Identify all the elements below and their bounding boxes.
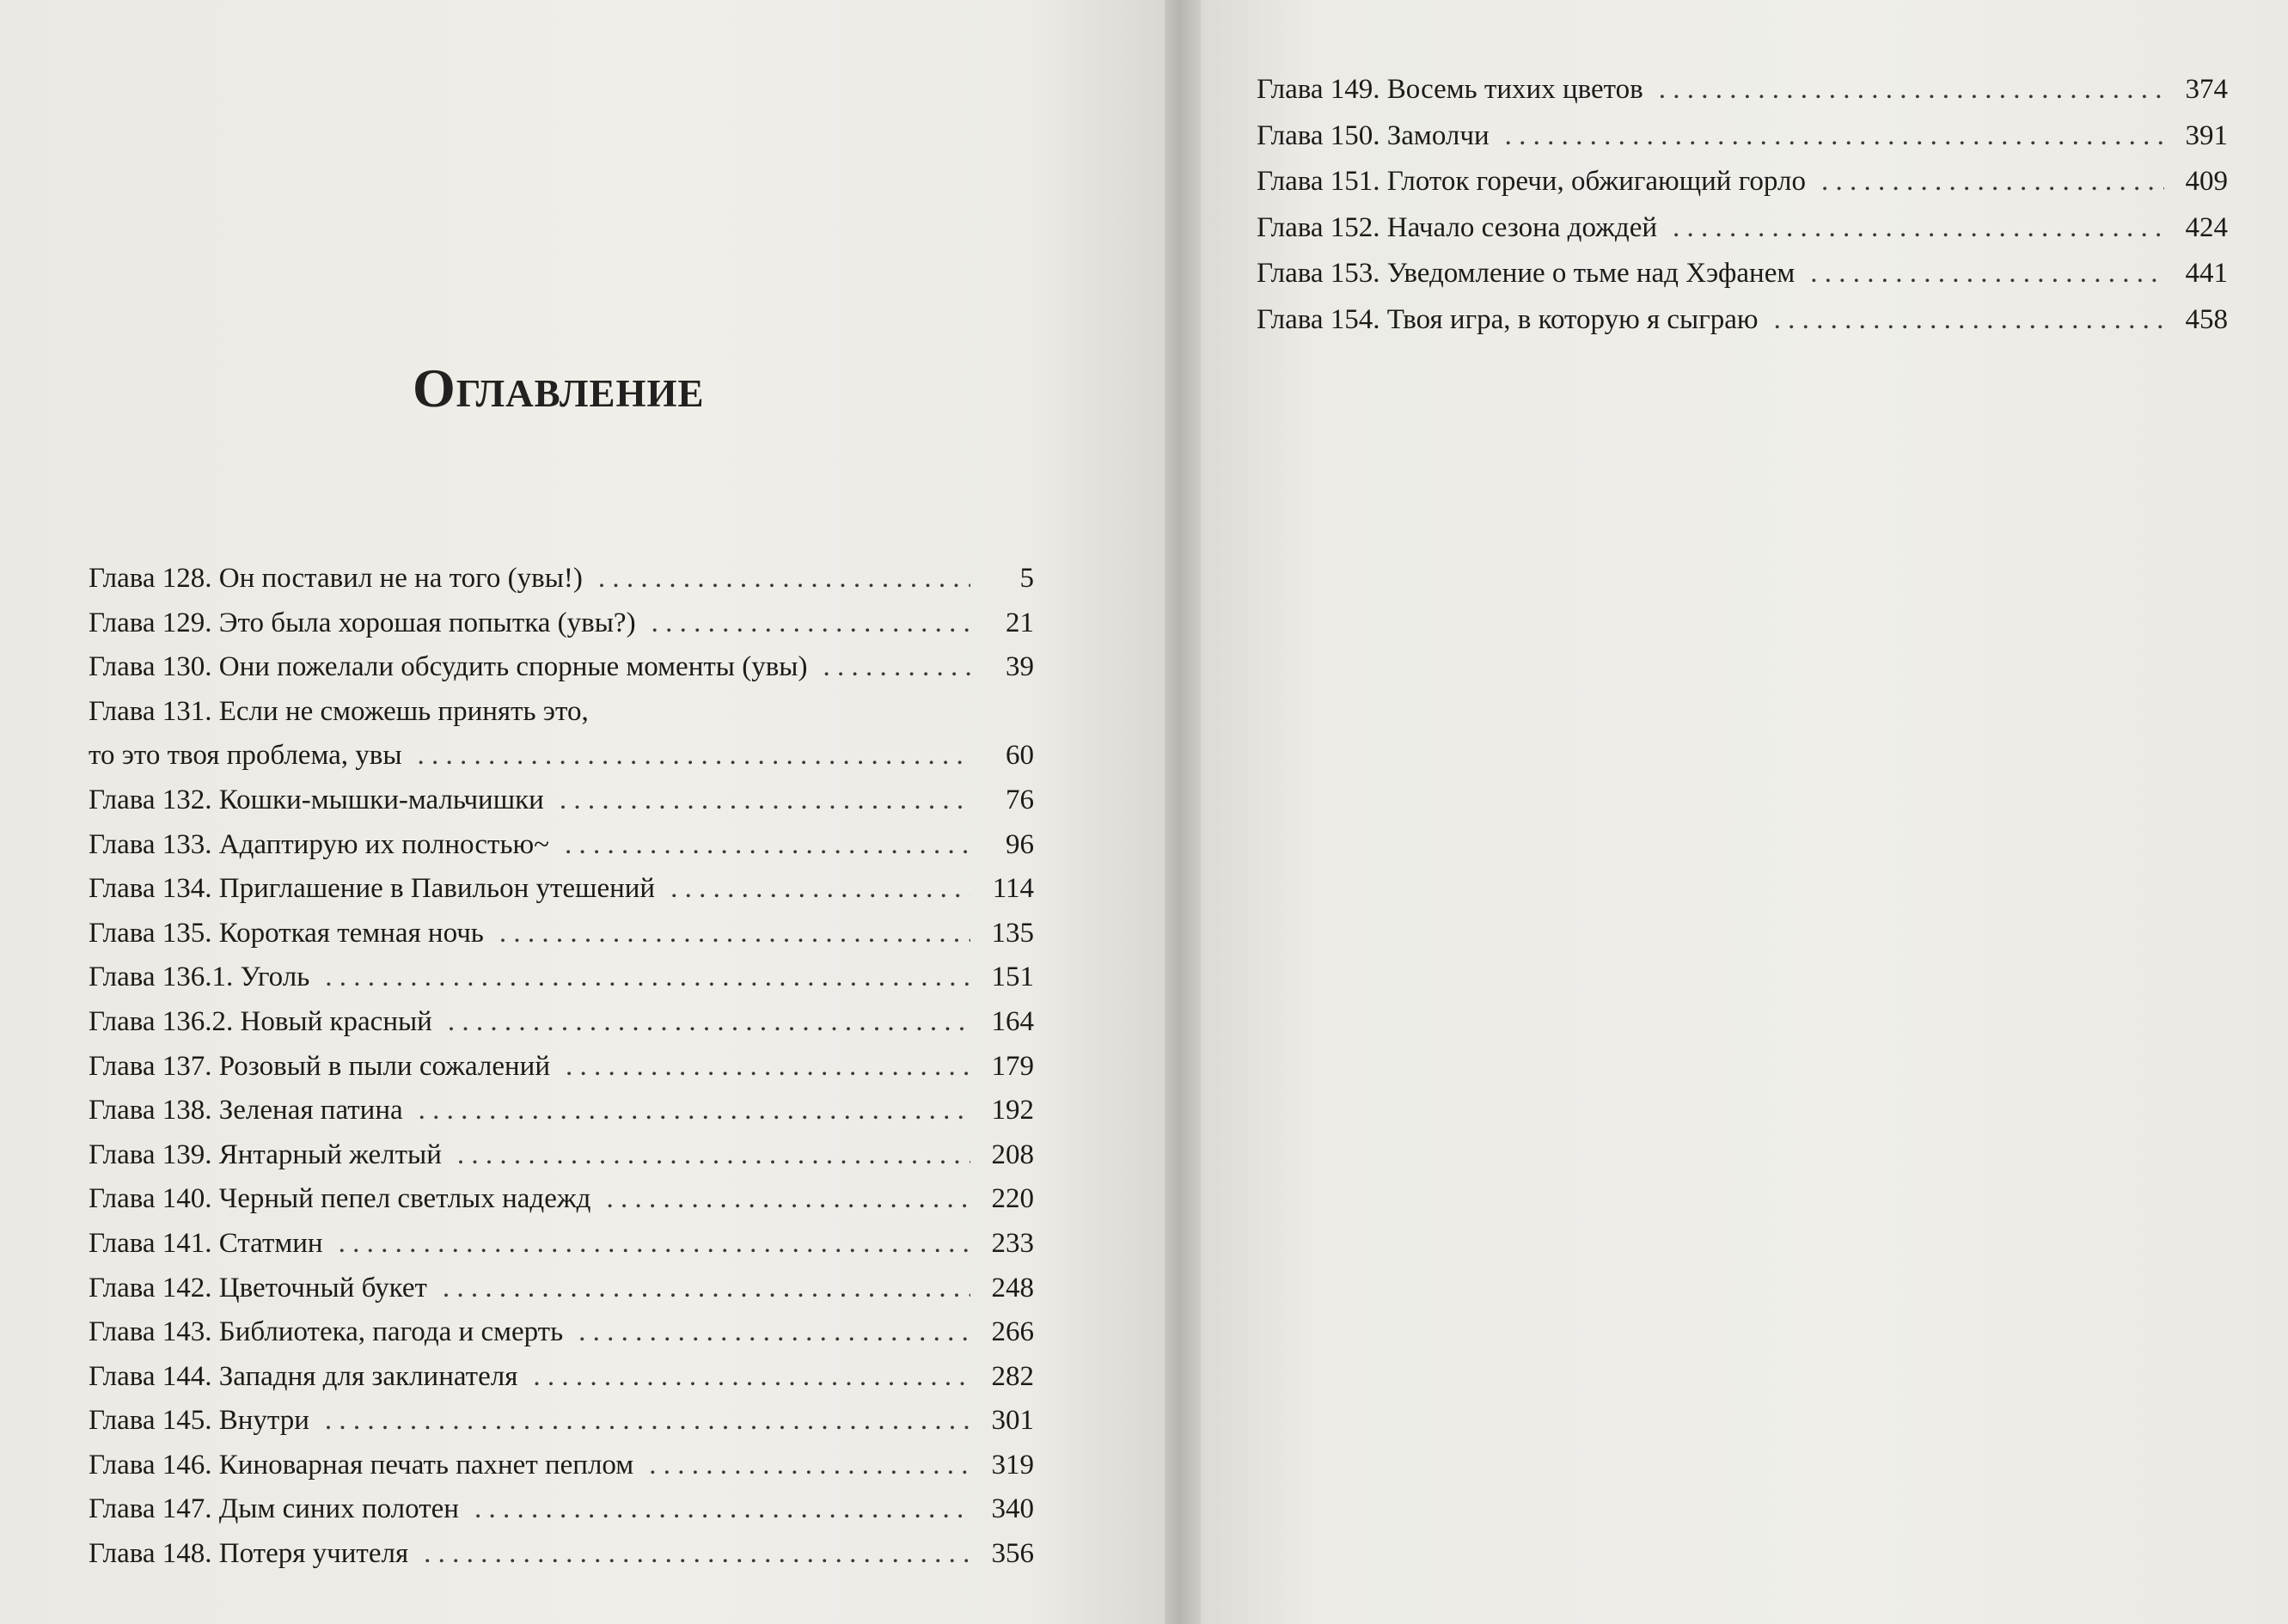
toc-entry-page: 301 <box>991 1405 1034 1437</box>
dot-leader <box>499 912 970 956</box>
toc-entry[interactable] <box>89 1532 1034 1577</box>
toc-entry-title: Глава 153. Уведомление о тьме над Хэфанем <box>1257 258 1796 289</box>
toc-entry-title: Глава 128. Он поставил не на того (увы!) <box>89 563 583 594</box>
dot-leader <box>606 1177 970 1222</box>
toc-entry[interactable] <box>89 1045 1034 1090</box>
toc-entry[interactable] <box>89 1444 1034 1488</box>
toc-entry[interactable] <box>89 823 1034 868</box>
toc-entry-title: Глава 148. Потеря учителя <box>89 1538 409 1570</box>
toc-entry[interactable] <box>89 955 1034 1000</box>
toc-entry-page: 135 <box>991 917 1034 949</box>
book-gutter <box>1165 0 1201 1624</box>
dot-leader <box>424 1532 970 1577</box>
dot-leader <box>325 1399 970 1444</box>
toc-entry-page: 266 <box>991 1316 1034 1348</box>
toc-entry-title: Глава 134. Приглашение в Павильон утешений <box>89 873 656 905</box>
dot-leader <box>560 778 970 823</box>
toc-entry-page: 220 <box>991 1183 1034 1215</box>
toc-entry[interactable] <box>1257 251 2228 297</box>
toc-entry-title: Глава 139. Янтарный желтый <box>89 1139 442 1170</box>
toc-entry-title: Глава 140. Черный пепел светлых надежд <box>89 1183 591 1215</box>
toc-entry-page: 76 <box>1006 784 1034 815</box>
toc-entry-page: 248 <box>991 1272 1034 1303</box>
toc-entry[interactable] <box>89 1399 1034 1444</box>
dot-leader <box>1659 67 2164 113</box>
dot-leader <box>1774 297 2164 344</box>
toc-entry-title: Глава 137. Розовый в пыли сожалений <box>89 1050 550 1082</box>
toc-entry-title: то это твоя проблема, увы <box>89 740 402 772</box>
toc-entry-title: Глава 150. Замолчи <box>1257 119 1490 151</box>
toc-entry-title: Глава 133. Адаптирую их полностью~ <box>89 828 550 860</box>
dot-leader <box>1810 251 2164 297</box>
dot-leader <box>443 1267 970 1311</box>
toc-list-left <box>89 557 1034 1577</box>
dot-leader <box>325 955 970 1000</box>
dot-leader <box>598 557 970 601</box>
toc-entry[interactable] <box>1257 67 2228 113</box>
toc-entry[interactable] <box>89 734 1034 778</box>
toc-entry-page: 424 <box>2185 211 2228 243</box>
toc-entry[interactable] <box>89 1222 1034 1267</box>
toc-entry[interactable] <box>89 912 1034 956</box>
toc-entry-title: Глава 143. Библиотека, пагода и смерть <box>89 1316 564 1348</box>
toc-entry-page: 340 <box>991 1493 1034 1525</box>
toc-entry-page: 374 <box>2185 74 2228 105</box>
toc-entry-title: Глава 144. Западня для заклинателя <box>89 1360 518 1392</box>
toc-entry-title: Глава 131. Если не сможешь принять это, <box>89 695 589 727</box>
dot-leader <box>566 1045 970 1090</box>
toc-entry-page: 5 <box>1019 563 1034 594</box>
toc-entry-title: Глава 142. Цветочный букет <box>89 1272 427 1303</box>
toc-entry[interactable] <box>89 645 1034 690</box>
toc-entry[interactable] <box>89 1089 1034 1133</box>
toc-entry-title: Глава 145. Внутри <box>89 1405 309 1437</box>
toc-entry[interactable] <box>89 690 1034 735</box>
dot-leader <box>1821 159 2164 205</box>
dot-leader <box>578 1310 970 1355</box>
toc-entry-title: Глава 151. Глоток горечи, обжигающий горло <box>1257 166 1806 197</box>
toc-entry-title: Глава 129. Это была хорошая попытка (увы?) <box>89 607 636 638</box>
toc-entry-page: 356 <box>991 1538 1034 1570</box>
dot-leader <box>448 1000 970 1045</box>
dot-leader <box>419 1089 970 1133</box>
toc-entry[interactable] <box>1257 297 2228 344</box>
toc-entry-title: Глава 136.2. Новый красный <box>89 1005 432 1037</box>
toc-entry[interactable] <box>89 1487 1034 1532</box>
dot-leader <box>457 1133 970 1178</box>
page-title: Оглавление <box>413 357 705 418</box>
dot-leader <box>565 823 970 868</box>
toc-entry-page: 39 <box>1006 651 1034 683</box>
toc-entry-page: 441 <box>2185 258 2228 289</box>
dot-leader <box>1505 113 2164 160</box>
toc-list-right <box>1257 67 2228 343</box>
toc-entry-title: Глава 147. Дым синих полотен <box>89 1493 459 1525</box>
toc-entry[interactable] <box>89 778 1034 823</box>
toc-entry-title: Глава 132. Кошки-мышки-мальчишки <box>89 784 544 815</box>
toc-entry-title: Глава 130. Они пожелали обсудить спорные моменты (увы) <box>89 651 808 683</box>
dot-leader <box>418 734 970 778</box>
toc-entry-page: 114 <box>992 873 1034 905</box>
toc-entry-page: 164 <box>991 1005 1034 1037</box>
toc-entry-title: Глава 149. Восемь тихих цветов <box>1257 74 1643 105</box>
toc-entry[interactable] <box>89 1355 1034 1400</box>
dot-leader <box>649 1444 970 1488</box>
toc-entry-page: 179 <box>991 1050 1034 1082</box>
toc-entry-page: 233 <box>991 1227 1034 1259</box>
toc-entry-page: 192 <box>991 1095 1034 1126</box>
dot-leader <box>1673 205 2164 252</box>
toc-entry-page: 151 <box>991 962 1034 993</box>
dot-leader <box>652 601 970 646</box>
toc-entry-title: Глава 141. Статмин <box>89 1227 323 1259</box>
toc-entry-page: 319 <box>991 1449 1034 1481</box>
toc-entry[interactable] <box>1257 205 2228 252</box>
toc-entry-page: 208 <box>991 1139 1034 1170</box>
dot-leader <box>474 1487 970 1532</box>
toc-entry-page: 60 <box>1006 740 1034 772</box>
toc-entry-page: 409 <box>2185 166 2228 197</box>
dot-leader <box>533 1355 970 1400</box>
toc-entry-page: 458 <box>2185 303 2228 335</box>
toc-entry-title: Глава 135. Короткая темная ночь <box>89 917 484 949</box>
toc-entry-title: Глава 136.1. Уголь <box>89 962 310 993</box>
toc-entry[interactable] <box>89 1267 1034 1311</box>
toc-entry[interactable] <box>1257 159 2228 205</box>
toc-entry[interactable] <box>89 601 1034 646</box>
toc-entry-page: 21 <box>1006 607 1034 638</box>
toc-entry-page: 391 <box>2185 119 2228 151</box>
toc-entry-title: Глава 146. Киноварная печать пахнет пеплом <box>89 1449 634 1481</box>
toc-entry[interactable] <box>89 1310 1034 1355</box>
dot-leader <box>823 645 970 690</box>
dot-leader <box>339 1222 970 1267</box>
toc-entry[interactable] <box>1257 113 2228 160</box>
toc-entry-title: Глава 154. Твоя игра, в которую я сыграю <box>1257 303 1759 335</box>
toc-entry-title: Глава 138. Зеленая патина <box>89 1095 403 1126</box>
toc-entry-title: Глава 152. Начало сезона дождей <box>1257 211 1658 243</box>
toc-entry[interactable] <box>89 1177 1034 1222</box>
toc-entry-page: 282 <box>991 1360 1034 1392</box>
toc-entry-page: 96 <box>1006 828 1034 860</box>
toc-entry[interactable] <box>89 867 1034 912</box>
toc-entry[interactable] <box>89 1000 1034 1045</box>
toc-entry[interactable] <box>89 557 1034 601</box>
dot-leader <box>670 867 970 912</box>
toc-entry[interactable] <box>89 1133 1034 1178</box>
